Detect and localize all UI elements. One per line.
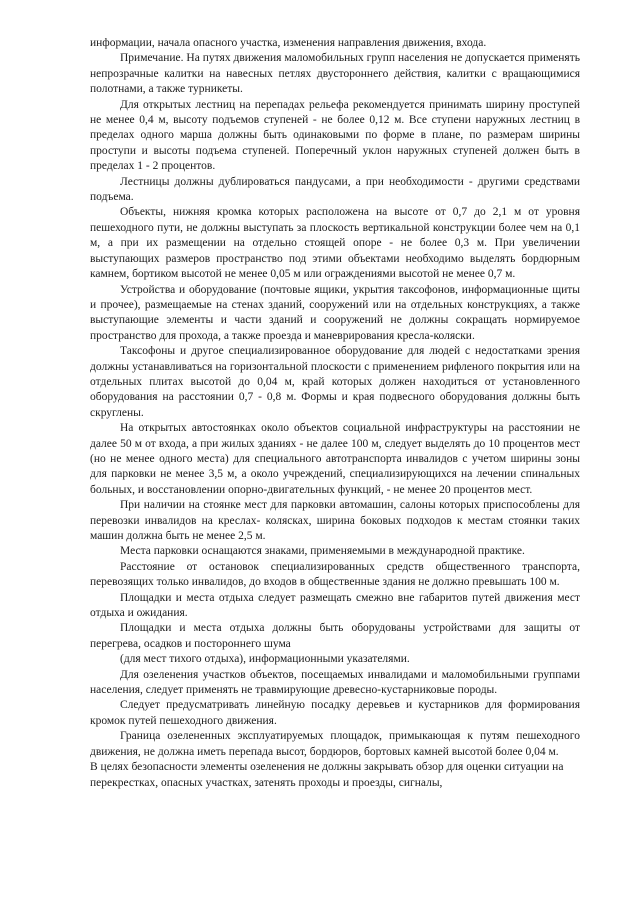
paragraph-protruding-objects: Объекты, нижняя кромка которых расположена на высоте от 0,7 до 2,1 м от уровня пешеходного пути, не должны выступать за плоскость вертикальной конструкции более чем на 0,1 м, а при их размещении на отдельно стоящей опоре - не более 0,3 м. При увеличении выступающих размеров пространство под этими объектами необходимо выделять бордюрным камнем, бортиком высотой не менее 0,05 м или ограждениями высотой не менее 0,7 м. <box>90 206 580 281</box>
paragraph-green-border: Граница озелененных эксплуатируемых площадок, примыкающая к путям пешеходного движения, не должна иметь перепада высот, бордюров, бортовых камней высотой более 0,04 м. <box>90 730 580 758</box>
paragraph-payphones: Таксофоны и другое специализированное оборудование для людей с недостатками зрения должны устанавливаться на горизонтальной плоскости с применением рифленого покрытия или на отдельных плитах высотой до 0,04 м, край которых должен находиться от установленного оборудования на расстоянии 0,7 - 0,8 м. Формы и края подвесного оборудования должны быть скруглены. <box>90 345 580 419</box>
document-body <box>90 36 580 791</box>
paragraph-wall-equipment: Устройства и оборудование (почтовые ящики, укрытия таксофонов, информационные щиты и прочее), размещаемые на стенах зданий, сооружений или на отдельных конструкциях, а также выступающие элементы и части зданий и сооружений не должны сокращать нормируемое пространство для прохода, а также проезда и маневрирования кресла-коляски. <box>90 283 580 342</box>
paragraph-open-stairs: Для открытых лестниц на перепадах рельефа рекомендуется принимать ширину проступей не менее 0,4 м, высоту подъемов ступеней - не более 0,12 м. Все ступени наружных лестниц в пределах одного марша должны быть одинаковыми по форме в плане, по размерам ширины проступи и высоты подъема ступеней. Поперечный уклон наружных ступеней должен быть в пределах 1 - 2 процентов. <box>90 98 580 173</box>
paragraph-rest-areas-placement: Площадки и места отдыха следует размещать смежно вне габаритов путей движения мест отдыха и ожидания. <box>90 591 580 620</box>
paragraph-note-gates: Примечание. На путях движения маломобильных групп населения не допускается применять непрозрачные калитки на навесных петлях двустороннего действия, калитки с вращающимися полотнами, а также турникеты. <box>90 52 580 96</box>
paragraph-safety-greening: В целях безопасности элементы озеленения не должны закрывать обзор для оценки ситуации на перекрестках, опасных участках, затенять проходы и проезды, сигналы, <box>90 761 564 789</box>
paragraph-parking-lots: На открытых автостоянках около объектов социальной инфраструктуры на расстоянии не далее 50 м от входа, а при жилых зданиях - не далее 100 м, следует выделять до 10 процентов мест (но не менее одного места) для специального автотранспорта инвалидов с учетом ширины зоны для парковки не менее 3,5 м, а около учреждений, специализирующихся на лечении спинальных больных, и восстановлении опорно-двигательных функций, - не менее 20 процентов мест. <box>90 422 580 496</box>
paragraph-parking-signs: Места парковки оснащаются знаками, применяемыми в международной практике. <box>120 545 525 558</box>
paragraph-rest-areas-equipment: Площадки и места отдыха должны быть оборудованы устройствами для защиты от перегрева, осадков и постороннего шума <box>90 622 580 650</box>
paragraph-wheelchair-parking: При наличии на стоянке мест для парковки автомашин, салоны которых приспособлены для перевозки инвалидов на креслах- колясках, ширина боковых подходов к местам стоянки таких машин должна быть не менее 2,5 м. <box>90 499 580 542</box>
paragraph-quiet-rest: (для мест тихого отдыха), информационными указателями. <box>120 653 410 666</box>
paragraph-greening-species: Для озеленения участков объектов, посещаемых инвалидами и маломобильными группами населения, следует применять не травмирующие древесно-кустарниковые породы. <box>90 668 580 697</box>
paragraph-transport-stops: Расстояние от остановок специализированных средств общественного транспорта, перевозящих только инвалидов, до входов в общественные здания не должно превышать 100 м. <box>90 560 580 589</box>
paragraph-entrance-info: информации, начала опасного участка, изменения направления движения, входа. <box>90 37 487 49</box>
paragraph-stairs-ramps: Лестницы должны дублироваться пандусами, а при необходимости - другими средствами подъема. <box>90 175 580 204</box>
paragraph-linear-planting: Следует предусматривать линейную посадку деревьев и кустарников для формирования кромок путей пешеходного движения. <box>90 699 580 727</box>
